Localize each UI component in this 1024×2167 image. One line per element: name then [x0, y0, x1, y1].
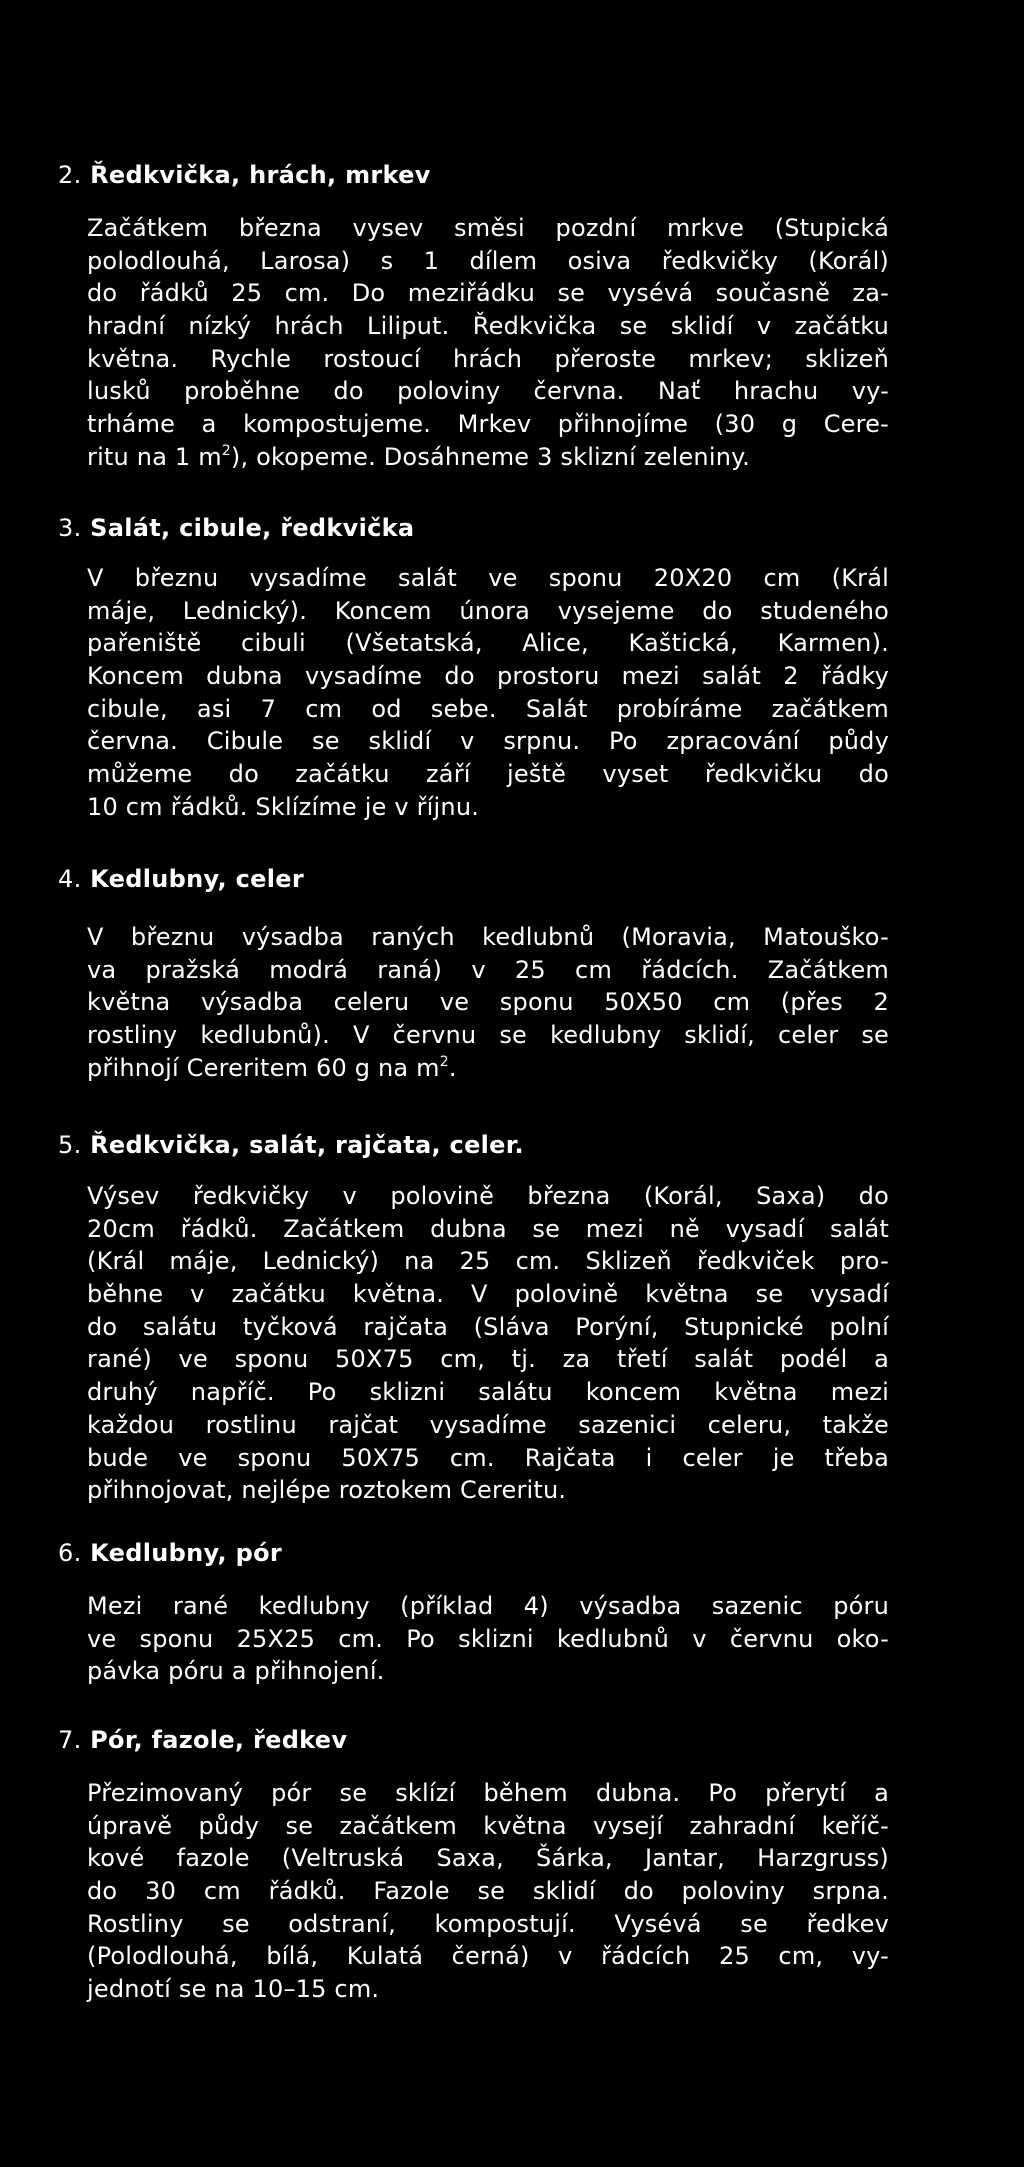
section-heading [58, 160, 431, 190]
text-line: 10 cm řádků. Sklízíme je v říjnu. [87, 792, 480, 821]
section-title: Pór, fazole, ředkev [90, 1726, 348, 1754]
text-run: . [448, 1053, 457, 1082]
section-heading [58, 513, 414, 543]
section-heading [58, 1725, 347, 1755]
section-number: 3. [58, 514, 82, 542]
section-number: 4. [58, 865, 82, 893]
text-line: května. Rychle rostoucí hrách přeroste mrkev; sklizeň [87, 344, 889, 373]
text-run: přihnojí Cereritem 60 g na m [87, 1053, 440, 1082]
section-number: 2. [58, 161, 82, 189]
section-body [87, 212, 889, 474]
text-line: va pražská modrá raná) v 25 cm řádcích. Začátkem [87, 955, 889, 984]
section-title: Salát, cibule, ředkvička [90, 514, 415, 542]
text-line: Přezimovaný pór se sklízí během dubna. Po přerytí a [87, 1779, 889, 1807]
section-heading [58, 864, 304, 894]
text-line: polodlouhá, Larosa) s 1 dílem osiva ředkvičky (Korál) [87, 246, 889, 275]
text-line: 20cm řádků. Začátkem dubna se mezi ně vysadí salát [87, 1214, 889, 1243]
section-body [87, 1590, 889, 1688]
text-line: Začátkem března vysev směsi pozdní mrkve (Stupická [87, 214, 889, 242]
text-line: máje, Lednický). Koncem února vysejeme do studeného [87, 596, 889, 625]
section-title: Ředkvička, salát, rajčata, celer. [90, 1131, 524, 1159]
section-title: Kedlubny, pór [90, 1539, 283, 1567]
text-line: Koncem dubna vysadíme do prostoru mezi salát 2 řádky [87, 662, 889, 691]
section-body [87, 921, 889, 1084]
text-line: cibule, asi 7 cm od sebe. Salát probíráme začátkem [87, 694, 889, 723]
text-line: bude ve sponu 50X75 cm. Rajčata i celer je třeba [87, 1443, 889, 1472]
text-line: hradní nízký hrách Liliput. Ředkvička se sklidí v začátku [87, 312, 889, 341]
text-line: druhý napříč. Po sklizni salátu koncem května mezi [87, 1378, 889, 1407]
section-heading [58, 1538, 282, 1568]
text-line: V březnu výsadba raných kedlubnů (Moravia, Matouško- [87, 923, 889, 951]
text-line: každou rostlinu rajčat vysadíme sazenici celeru, takže [87, 1410, 889, 1439]
section-title: Kedlubny, celer [90, 865, 304, 893]
text-line: do 30 cm řádků. Fazole se sklidí do poloviny srpna. [87, 1877, 889, 1906]
text-line: pávka póru a přihnojení. [87, 1657, 385, 1686]
text-line: běhne v začátku května. V polovině května se vysadí [87, 1280, 889, 1309]
text-line: trháme a kompostujeme. Mrkev přihnojíme (30 g Cere- [87, 410, 889, 439]
text-line: lusků proběhne do poloviny června. Nať hrachu vy- [87, 377, 889, 406]
text-line: Výsev ředkvičky v polovině března (Korál, Saxa) do [87, 1182, 889, 1210]
text-line: pařeniště cibuli (Všetatská, Alice, Kaštická, Karmen). [87, 629, 889, 658]
section-number: 6. [58, 1539, 82, 1567]
text-line: úpravě půdy se začátkem května vysejí zahradní keříč- [87, 1811, 889, 1840]
text-line: rané) ve sponu 50X75 cm, tj. za třetí salát podél a [87, 1345, 889, 1374]
section-number: 5. [58, 1131, 82, 1159]
text-line: V březnu vysadíme salát ve sponu 20X20 cm (Král [87, 564, 889, 592]
text-line: ve sponu 25X25 cm. Po sklizni kedlubnů v červnu oko- [87, 1624, 889, 1653]
text-line: (Polodlouhá, bílá, Kulatá černá) v řádcích 25 cm, vy- [87, 1942, 889, 1971]
section-title: Ředkvička, hrách, mrkev [90, 161, 431, 189]
text-line: můžeme do začátku září ještě vyset ředkvičku do [87, 760, 889, 789]
text-line: do salátu tyčková rajčata (Sláva Porýní, Stupnické polní [87, 1312, 889, 1341]
text-run: ritu na 1 m [87, 442, 222, 471]
text-line: do řádků 25 cm. Do meziřádku se vysévá současně za- [87, 279, 889, 308]
text-line: kové fazole (Veltruská Saxa, Šárka, Jantar, Harzgruss) [87, 1844, 889, 1873]
text-line [87, 1052, 889, 1085]
text-line: Rostliny se odstraní, kompostují. Vysévá se ředkev [87, 1909, 889, 1938]
text-line: rostliny kedlubnů). V červnu se kedlubny sklidí, celer se [87, 1021, 889, 1050]
text-line: června. Cibule se sklidí v srpnu. Po zpracování půdy [87, 727, 889, 756]
section-body [87, 1777, 889, 2006]
text-line: května výsadba celeru ve sponu 50X50 cm (přes 2 [87, 988, 889, 1017]
superscript: 2 [221, 442, 231, 459]
text-line: (Král máje, Lednický) na 25 cm. Sklizeň ředkviček pro- [87, 1247, 889, 1276]
section-number: 7. [58, 1726, 82, 1754]
text-line: jednotí se na 10–15 cm. [87, 1975, 380, 2004]
text-line [87, 441, 889, 474]
text-run: ), okopeme. Dosáhneme 3 sklizní zeleniny. [230, 442, 750, 471]
text-line: přihnojovat, nejlépe roztokem Cereritu. [87, 1476, 567, 1505]
superscript: 2 [439, 1053, 449, 1070]
section-body [87, 562, 889, 824]
section-body [87, 1180, 889, 1507]
section-heading [58, 1130, 524, 1160]
text-line: Mezi rané kedlubny (příklad 4) výsadba sazenic póru [87, 1592, 889, 1620]
